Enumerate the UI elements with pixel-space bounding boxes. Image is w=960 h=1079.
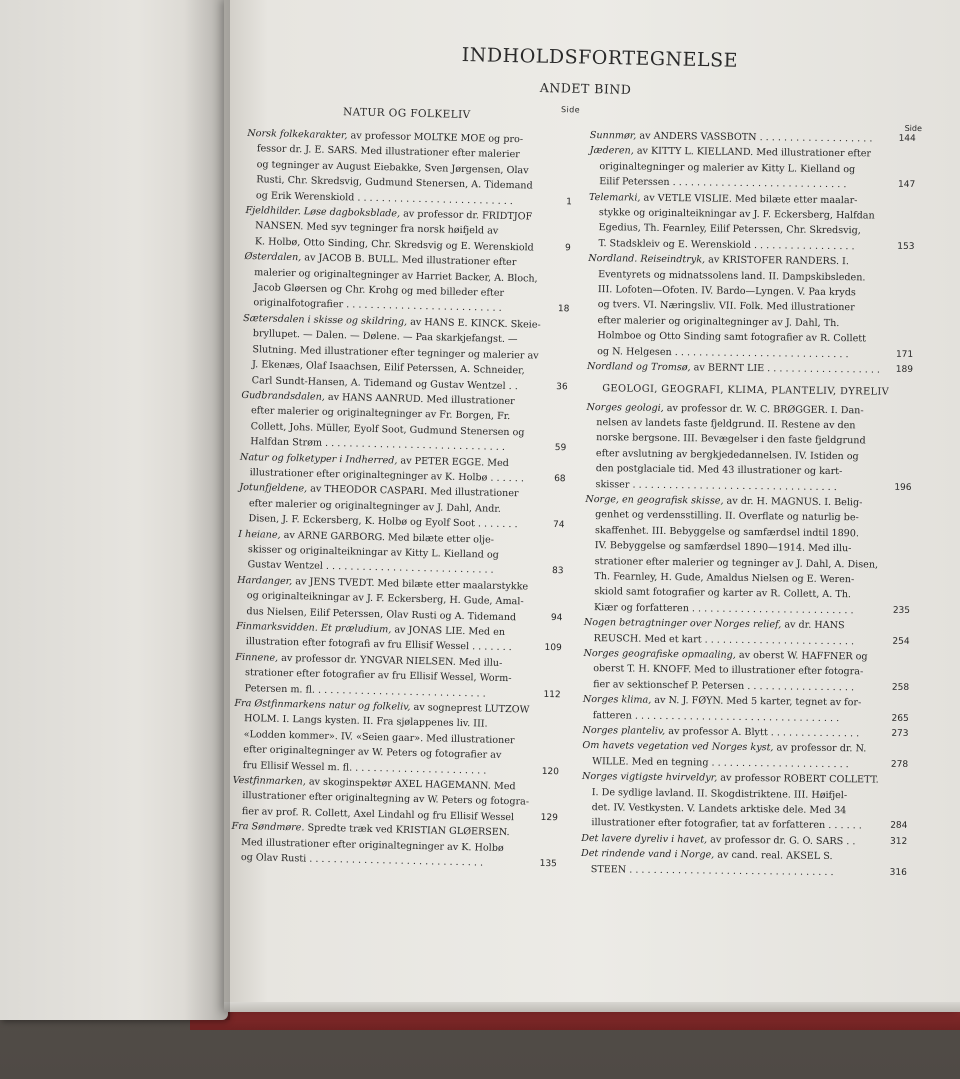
toc-page-number: 112 [543, 689, 561, 700]
toc-entry-text: av ANDERS VASSBOTN . . . . . . . . . . . . . . . . . . . [636, 130, 873, 145]
toc-page-number: 235 [892, 605, 911, 616]
toc-entry [235, 650, 561, 703]
section-heading-text: NATUR OG FOLKELIV [342, 106, 471, 122]
toc-entry-text: av skoginspektør AXEL HAGEMANN. Med [305, 776, 516, 793]
toc-page-number: 1 [566, 196, 572, 207]
toc-entry-text: og Erik Werenskiold . . . . . . . . . . . . . . . . . . . . . . . . . . [255, 189, 514, 207]
toc-entry-text: av JACOB B. BULL. Med illustrationer efter [301, 252, 517, 269]
toc-entry-title: Norsk folkekarakter, [247, 127, 348, 142]
toc-entry-text: av dr. H. MAGNUS. I. Belig- [723, 495, 863, 509]
toc-entry-text: av oberst W. HAFFNER og [735, 649, 868, 663]
toc-page-number: 59 [554, 443, 567, 454]
toc-entry-text: Holmboe og Otto Sinding samt fotografier av R. Collett [597, 330, 867, 345]
toc-page-number: 278 [890, 759, 909, 770]
toc-entry-text: av HANS AANRUD. Med illustrationer [324, 391, 515, 408]
toc-page-number: 18 [557, 304, 570, 315]
toc-entry-text: Collett, Johs. Müller, Eyolf Soot, Gudmund Stenersen og [250, 420, 525, 439]
toc-page-number: 312 [889, 836, 908, 847]
toc-entry-text: nelsen av landets faste fjeldgrund. II. Restene av den [596, 417, 856, 432]
toc-entry-text: av VETLE VISLIE. Med bilæte etter maalar- [640, 192, 858, 206]
toc-entry-text: Kiær og forfatteren . . . . . . . . . . . . . . . . . . . . . . . . . . . [593, 601, 854, 617]
toc-page-number: 9 [564, 243, 571, 254]
toc-entry [582, 692, 909, 727]
toc-entry-text: stykke og originalteikningar av J. F. Eckersberg, Halfdan [598, 207, 875, 222]
toc-entry-text: IV. Bebyggelse og samfærdsel 1890—1914. Med illu- [594, 540, 852, 555]
toc-entry-text: av professor MOLTKE MOE og pro- [347, 130, 524, 146]
toc-entry-title: Nordland. Reiseindtryk, [588, 253, 706, 266]
left-column [231, 104, 581, 873]
toc-entry-text: av JENS TVEDT. Med bilæte etter maalarstykke [292, 575, 529, 593]
toc-entry-text: J. Ekenæs, Olaf Isaachsen, Eilif Peterssen, A. Schneider, [251, 359, 525, 377]
toc-entry-title: Natur og folketyper i Indherred, [239, 451, 398, 467]
toc-entry-text: dus Nielsen, Eilif Peterssen, Olav Rusti og A. Tidemand [246, 605, 517, 623]
toc-entry-text: malerier og originaltegninger av Harriet Backer, A. Bloch, [254, 266, 538, 285]
toc-entry [586, 359, 914, 378]
toc-entry-text: efter originaltegninger av W. Peters og fotografier av [243, 744, 502, 762]
toc-entry-text: av professor dr. FRIDTJOF [399, 208, 533, 223]
toc-page-number: 120 [541, 766, 560, 777]
toc-entry-text: illustrationer efter fotografier, tat av forfatteren . . . . . . [591, 817, 862, 832]
toc-entry-text: av professor A. Blytt . . . . . . . . . . . . . . . [665, 725, 860, 740]
toc-entry-text: av ARNE GARBORG. Med bilæte etter olje- [280, 529, 495, 546]
toc-entry-text: og tvers. VI. Næringsliv. VII. Folk. Med illustrationer [597, 299, 855, 314]
toc-entry-title: Jotunfjeldene, [239, 482, 308, 495]
toc-entry [589, 143, 916, 193]
toc-entry-title: Vestfinmarken, [232, 774, 306, 788]
toc-entry-text: Spredte træk ved KRISTIAN GLØERSEN. [304, 822, 510, 839]
toc-entry-text: det. IV. Vestkysten. V. Landets arktiske dele. Med 34 [591, 802, 847, 817]
toc-entry-title: Sunnmør, [589, 129, 637, 142]
toc-entry-text: Eventyrets og midnatssolens land. II. Dampskibsleden. [598, 268, 866, 284]
toc-entry-text: strationer efter malerier og tegninger av J. Dahl, A. Disen, [594, 555, 879, 571]
toc-entry-text: fier av prof. R. Collett, Axel Lindahl og fru Ellisif Wessel [241, 805, 515, 824]
toc-entry-text: skisser og originalteikningar av Kitty L. Kielland og [247, 544, 499, 561]
toc-entry-text: av JONAS LIE. Med en [391, 624, 506, 638]
toc-entry-text: fier av sektionschef P. Petersen . . . . . . . . . . . . . . . . . . [593, 678, 855, 694]
toc-entry-title: Finmarksvidden. Et præludium, [236, 620, 392, 636]
toc-entry-text: illustrationer efter originaltegninger av K. Holbø . . . . . . [249, 467, 525, 485]
toc-entry [584, 492, 911, 619]
toc-entry-text: STEEN . . . . . . . . . . . . . . . . . . . . . . . . . . . . . . . . . . [590, 863, 834, 878]
toc-page-number: 171 [895, 349, 914, 360]
toc-entry-text: av KITTY L. KIELLAND. Med illustrationer efter [633, 145, 872, 160]
toc-page-number: 265 [891, 713, 909, 724]
toc-page-number: 273 [891, 728, 909, 739]
toc-entry-title: Fra Østfinmarkens natur og folkeliv, [234, 697, 411, 713]
toc-entry-title: Det rindende vand i Norge, [580, 848, 715, 861]
toc-entry-title: Telemarki, [588, 191, 641, 204]
toc-entry [581, 769, 908, 835]
toc-entry-title: Sætersdalen i skisse og skildring, [243, 312, 408, 328]
toc-entry-text: Gustav Wentzel . . . . . . . . . . . . . . . . . . . . . . . . . . . . [247, 559, 494, 577]
toc-page-number: 129 [540, 812, 558, 824]
toc-entry-text: bryllupet. — Dalen. — Dølene. — Paa skarkjefangst. — [252, 328, 518, 346]
toc-entry-title: Norges planteliv, [582, 724, 666, 737]
toc-entry-title: Norge, en geografisk skisse, [585, 493, 724, 507]
toc-entry [242, 311, 568, 395]
toc-entry-title: Det lavere dyreliv i havet, [581, 832, 708, 846]
toc-entry-text: av professor dr. G. O. SARS . . [707, 834, 856, 848]
toc-entry-text: Slutning. Med illustrationer efter tegninger og malerier av [252, 343, 539, 362]
toc-entry-text: og originalteikningar av J. F. Eckersberg, H. Gude, Amal- [246, 590, 524, 608]
toc-entry-text: Carl Sundt-Hansen, A. Tidemand og Gustav Wentzel . . [251, 374, 518, 392]
toc-entry-title: Hardanger, [237, 574, 293, 587]
toc-entry-title: Norges klima, [582, 694, 652, 707]
toc-entry [583, 646, 910, 696]
toc-entry-text: efter avslutning av bergkjededannelsen. IV. Istiden og [595, 447, 859, 463]
toc-entry-text: K. Holbø, Otto Sinding, Chr. Skredsvig og E. Werenskiold [254, 236, 534, 254]
toc-list [580, 399, 912, 880]
toc-entry [236, 573, 563, 626]
toc-page-number: 83 [551, 566, 564, 577]
toc-entry-title: Jæderen, [589, 145, 634, 157]
toc-entry-title: Fra Søndmøre. [231, 821, 305, 834]
toc-entry [587, 251, 914, 363]
toc-entry-text: illustrationer efter originaltegning av W. Peters og fotogra- [242, 790, 530, 809]
toc-list [231, 126, 572, 873]
toc-entry-text: av sogneprest LUTZOW [410, 701, 530, 716]
toc-entry-text: Med illustrationer efter originaltegninger av K. Holbø [241, 836, 504, 854]
toc-entry-text: norske bergsone. III. Bevægelser i den faste fjeldgrund [596, 432, 866, 447]
toc-entry-title: Norges geografiske opmaaling, [583, 647, 736, 661]
toc-entry-text: efter malerier og originaltegninger av J. Dahl, Andr. [248, 497, 502, 515]
toc-entry-text: av KRISTOFER RANDERS. I. [705, 254, 849, 268]
toc-entry-text: Halfdan Strøm . . . . . . . . . . . . . . . . . . . . . . . . . . . . . . [250, 436, 506, 454]
toc-entry-text: og N. Helgesen . . . . . . . . . . . . . . . . . . . . . . . . . . . . . [597, 345, 849, 360]
toc-entry [583, 615, 910, 650]
toc-page-number: 153 [897, 241, 915, 252]
toc-page-number: 316 [889, 867, 907, 878]
toc-entry-text: og Olav Rusti . . . . . . . . . . . . . . . . . . . . . . . . . . . . . [240, 852, 484, 869]
section-heading [587, 382, 905, 397]
toc-entry [585, 399, 912, 495]
toc-entry-text: skaffenhet. III. Bebyggelse og samfærdsel indtil 1890. [594, 524, 860, 540]
toc-page-number: 196 [894, 482, 912, 493]
toc-entry-title: Norges vigtigste hvirveldyr, [581, 771, 718, 784]
toc-entry-title: Fjeldhilder. Løse dagboksblade, [245, 205, 401, 220]
toc-entry-text: oberst T. H. KNOFF. Med to illustrationer efter fotogra- [593, 663, 864, 678]
toc-entry-text: fatteren . . . . . . . . . . . . . . . . . . . . . . . . . . . . . . . . . . [592, 709, 840, 724]
toc-page-number: 189 [895, 364, 914, 376]
toc-entry-text: skiold samt fotografier og karter av R. Collett, A. Th. [594, 586, 852, 601]
toc-entry-title: Finnene, [235, 651, 279, 664]
toc-entry-text: Eilif Peterssen . . . . . . . . . . . . . . . . . . . . . . . . . . . . . [599, 176, 847, 191]
toc-entry-text: III. Lofoten—Ofoten. IV. Bardo—Lyngen. V. Paa kryds [597, 284, 856, 299]
toc-entry-text: strationer efter fotografier av fru Ellisif Wessel, Worm- [244, 667, 512, 685]
toc-entry-text: og tegninger av August Eiebakke, Sven Jørgensen, Olav [256, 159, 529, 177]
toc-entry [243, 249, 570, 318]
toc-entry-title: Østerdalen, [244, 251, 302, 264]
toc-entry [231, 819, 557, 872]
toc-page-number: 135 [539, 858, 557, 870]
toc-page-number: 94 [550, 612, 563, 623]
toc-entry-title: Nordland og Tromsø, [586, 361, 691, 374]
toc-entry-title: Norges geologi, [586, 401, 664, 414]
toc-list [586, 128, 916, 378]
toc-entry-text: fru Ellisif Wessel m. fl. . . . . . . . . . . . . . . . . . . . . . . [242, 759, 487, 777]
toc-page-number: 36 [556, 381, 568, 392]
toc-entry-text: av professor ROBERT COLLETT. [717, 772, 879, 786]
toc-entry-text: I. De sydlige lavland. II. Skogdistriktene. III. Høifjel- [591, 786, 848, 801]
toc-entry-text: illustration efter fotografi av fru Ellisif Wessel . . . . . . . [245, 636, 512, 654]
toc-entry-text: genhet og verdensstilling. II. Overflate og naturlig be- [595, 509, 859, 524]
toc-entry [582, 738, 909, 773]
page-subtitle: ANDET BIND [539, 80, 632, 97]
toc-page-number: 68 [554, 473, 566, 485]
toc-entry-text: NANSEN. Med syv tegninger fra norsk høifjeld av [255, 220, 499, 238]
toc-entry-text: Egedius, Th. Fearnley, Eilif Peterssen, Chr. Skredsvig, [598, 222, 861, 237]
toc-page-number: 147 [897, 179, 916, 191]
side-label: Side [904, 123, 922, 134]
section-heading-text: GEOLOGI, GEOGRAFI, KLIMA, PLANTELIV, DYRELIV [602, 382, 890, 398]
toc-page-number: 284 [890, 821, 908, 832]
toc-page-number: 74 [552, 520, 565, 531]
toc-entry-text: efter malerier og originaltegninger av J. Dahl, Th. [597, 314, 840, 329]
toc-entry-text: WILLE. Med en tegning . . . . . . . . . . . . . . . . . . . . . . . [592, 755, 849, 771]
toc-entry-text: «Lodden kommer». IV. «Seien gaar». Med illustrationer [243, 728, 515, 747]
toc-page-number: 258 [891, 682, 910, 693]
toc-page-number: 144 [898, 133, 916, 144]
toc-entry-text: den postglaciale tid. Med 43 illustrationer og kart- [595, 463, 843, 478]
toc-entry-text: av dr. HANS [781, 619, 845, 632]
toc-entry [237, 526, 564, 579]
toc-entry [233, 696, 560, 780]
toc-entry [240, 388, 567, 457]
toc-entry-text: av N. J. FØYN. Med 5 karter, tegnet av for- [651, 695, 862, 709]
toc-entry-text: av cand. real. AKSEL S. [714, 849, 833, 863]
toc-entry [588, 190, 915, 256]
toc-entry [238, 480, 565, 533]
toc-entry-text: av professor dr. W. C. BRØGGER. I. Dan- [663, 402, 864, 416]
toc-entry-text: T. Stadskleiv og E. Werenskiold . . . . . . . . . . . . . . . . . [598, 237, 855, 253]
toc-page-number: 254 [892, 636, 910, 647]
page-title: INDHOLDSFORTEGNELSE [461, 44, 739, 72]
toc-entry [580, 846, 907, 881]
toc-entry-text: efter malerier og originaltegninger av Fr. Borgen, Fr. [250, 405, 511, 423]
page-edge [224, 1002, 960, 1012]
toc-entry [246, 126, 572, 210]
toc-entry-text: av BERNT LIE . . . . . . . . . . . . . . . . . . . [690, 362, 881, 376]
toc-entry-title: Gudbrandsdalen, [241, 389, 326, 403]
toc-entry-text: fessor dr. J. E. SARS. Med illustrationer efter malerier [256, 143, 520, 161]
toc-entry-text: Rusti, Chr. Skredsvig, Gudmund Stenersen, A. Tidemand [256, 174, 533, 192]
toc-page-number: 109 [544, 643, 562, 654]
toc-entry-text: Jacob Gløersen og Chr. Krohg og med billeder efter [253, 282, 505, 299]
toc-entry-text: av THEODOR CASPARI. Med illustrationer [306, 483, 519, 500]
toc-entry [245, 203, 571, 256]
toc-entry [232, 773, 558, 826]
toc-entry-title: I heiane, [238, 528, 281, 541]
toc-entry-line [586, 359, 914, 378]
toc-entry-text: av professor dr. N. [773, 742, 867, 755]
toc-entry-title: Om havets vegetation ved Norges kyst, [582, 740, 774, 754]
toc-entry-text: Disen, J. F. Eckersberg, K. Holbø og Eyolf Soot . . . . . . . [248, 513, 518, 531]
toc-entry-text: REUSCH. Med et kart . . . . . . . . . . . . . . . . . . . . . . . . . [593, 632, 855, 647]
toc-entry-text: av HANS E. KINCK. Skeie- [406, 316, 541, 331]
toc-entry-text: av PETER EGGE. Med [397, 455, 509, 469]
toc-entry-text: originalfotografier . . . . . . . . . . . . . . . . . . . . . . . . . . [253, 297, 502, 315]
side-label: Side [560, 105, 581, 115]
toc-entry-text: originaltegninger og malerier av Kitty L. Kielland og [599, 160, 856, 176]
toc-entry-text: HOLM. I. Langs kysten. II. Fra sjølappenes liv. III. [243, 713, 488, 731]
toc-entry-title: Nogen betragtninger over Norges relief, [583, 617, 782, 631]
toc-entry-text: skisser . . . . . . . . . . . . . . . . . . . . . . . . . . . . . . . . . . [595, 478, 837, 493]
toc-entry-text: av professor dr. YNGVAR NIELSEN. Med illu- [277, 652, 503, 669]
toc-entry-text: Petersen m. fl. . . . . . . . . . . . . . . . . . . . . . . . . . . . . [244, 682, 486, 700]
toc-entry-text: Th. Fearnley, H. Gude, Amaldus Nielsen og E. Weren- [594, 571, 855, 586]
right-column [580, 120, 922, 881]
book-spine-shadow [184, 0, 230, 1020]
